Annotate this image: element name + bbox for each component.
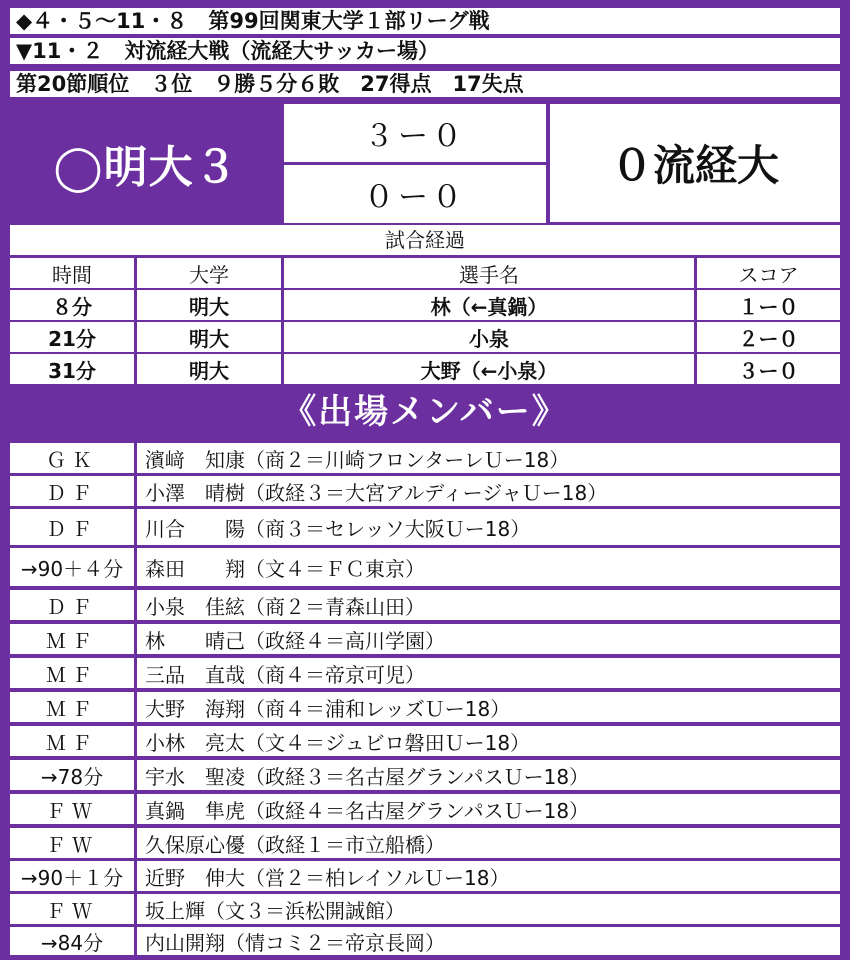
away-team-score: ０流経大 [550,104,840,222]
member-position: ＦＷ [10,894,134,924]
member-name: 小林 亮太（文４＝ジュビロ磐田Ｕー18） [137,726,840,756]
progress-title: 試合経過 [10,225,840,255]
member-name: 大野 海翔（商４＝浦和レッズＵー18） [137,692,840,722]
member-position: ＧＫ [10,443,134,473]
second-half-score: ０ー０ [284,165,546,223]
member-position: ＤＦ [10,590,134,620]
table-row [10,354,840,384]
member-name: 小澤 晴樹（政経３＝大宮アルディージャＵー18） [137,476,840,506]
member-position: ＭＦ [10,726,134,756]
list-item [10,794,840,824]
member-name: 川合 陽（商３＝セレッソ大阪Ｕー18） [137,509,840,545]
member-name: 久保原心優（政経１＝市立船橋） [137,828,840,858]
member-position: ＭＦ [10,692,134,722]
header-university: 大学 [137,258,281,288]
home-team-score: ◯明大３ [10,104,282,222]
member-name: 林 晴己（政経４＝高川学園） [137,624,840,654]
goal-team: 明大 [137,354,281,384]
goal-time: 31分 [10,354,134,384]
list-item [10,509,840,545]
goal-time: 21分 [10,322,134,352]
list-item [10,658,840,688]
member-position: →78分 [10,760,134,790]
member-position: ＤＦ [10,509,134,545]
goal-score: １ー０ [697,290,840,320]
list-item [10,624,840,654]
progress-header-row [10,258,840,288]
goal-time: ８分 [10,290,134,320]
goal-scorer: 小泉 [284,322,694,352]
list-item [10,692,840,722]
member-name: 森田 翔（文４＝ＦＣ東京） [137,548,840,586]
member-name: 近野 伸大（営２＝柏レイソルＵー18） [137,861,840,891]
header-time: 時間 [10,258,134,288]
match-info: ▼11・２ 対流経大戦（流経大サッカー場） [10,38,840,64]
goal-score: ３ー０ [697,354,840,384]
table-row [10,290,840,320]
member-name: 坂上輝（文３＝浜松開誠館） [137,894,840,924]
goal-team: 明大 [137,322,281,352]
goal-scorer: 大野（←小泉） [284,354,694,384]
member-position: ＦＷ [10,794,134,824]
member-name: 三品 直哉（商４＝帝京可児） [137,658,840,688]
member-name: 内山開翔（情コミ２＝帝京長岡） [137,927,840,955]
member-name: 小泉 佳絃（商２＝青森山田） [137,590,840,620]
list-item [10,590,840,620]
member-position: →90＋１分 [10,861,134,891]
table-row [10,322,840,352]
member-position: ＭＦ [10,658,134,688]
list-item [10,861,840,891]
header-player: 選手名 [284,258,694,288]
member-position: ＤＦ [10,476,134,506]
goal-score: ２ー０ [697,322,840,352]
list-item [10,760,840,790]
list-item [10,476,840,506]
list-item [10,894,840,924]
member-position: →84分 [10,927,134,955]
member-name: 宇水 聖凌（政経３＝名古屋グランパスＵー18） [137,760,840,790]
member-name: 真鍋 隼虎（政経４＝名古屋グランパスＵー18） [137,794,840,824]
list-item [10,443,840,473]
list-item [10,828,840,858]
goal-scorer: 林（←真鍋） [284,290,694,320]
first-half-score: ３ー０ [284,104,546,162]
competition-header: ◆４・５～11・８ 第99回関東大学１部リーグ戦 [10,8,840,34]
header-score: スコア [697,258,840,288]
member-position: →90＋４分 [10,548,134,586]
list-item [10,726,840,756]
member-position: ＦＷ [10,828,134,858]
goal-team: 明大 [137,290,281,320]
members-title: 《出場メンバー》 [282,392,568,432]
member-position: ＭＦ [10,624,134,654]
list-item [10,548,840,586]
standing-info: 第20節順位 ３位 ９勝５分６敗 27得点 17失点 [10,71,840,97]
member-name: 濱﨑 知康（商２＝川崎フロンターレＵー18） [137,443,840,473]
list-item [10,927,840,955]
